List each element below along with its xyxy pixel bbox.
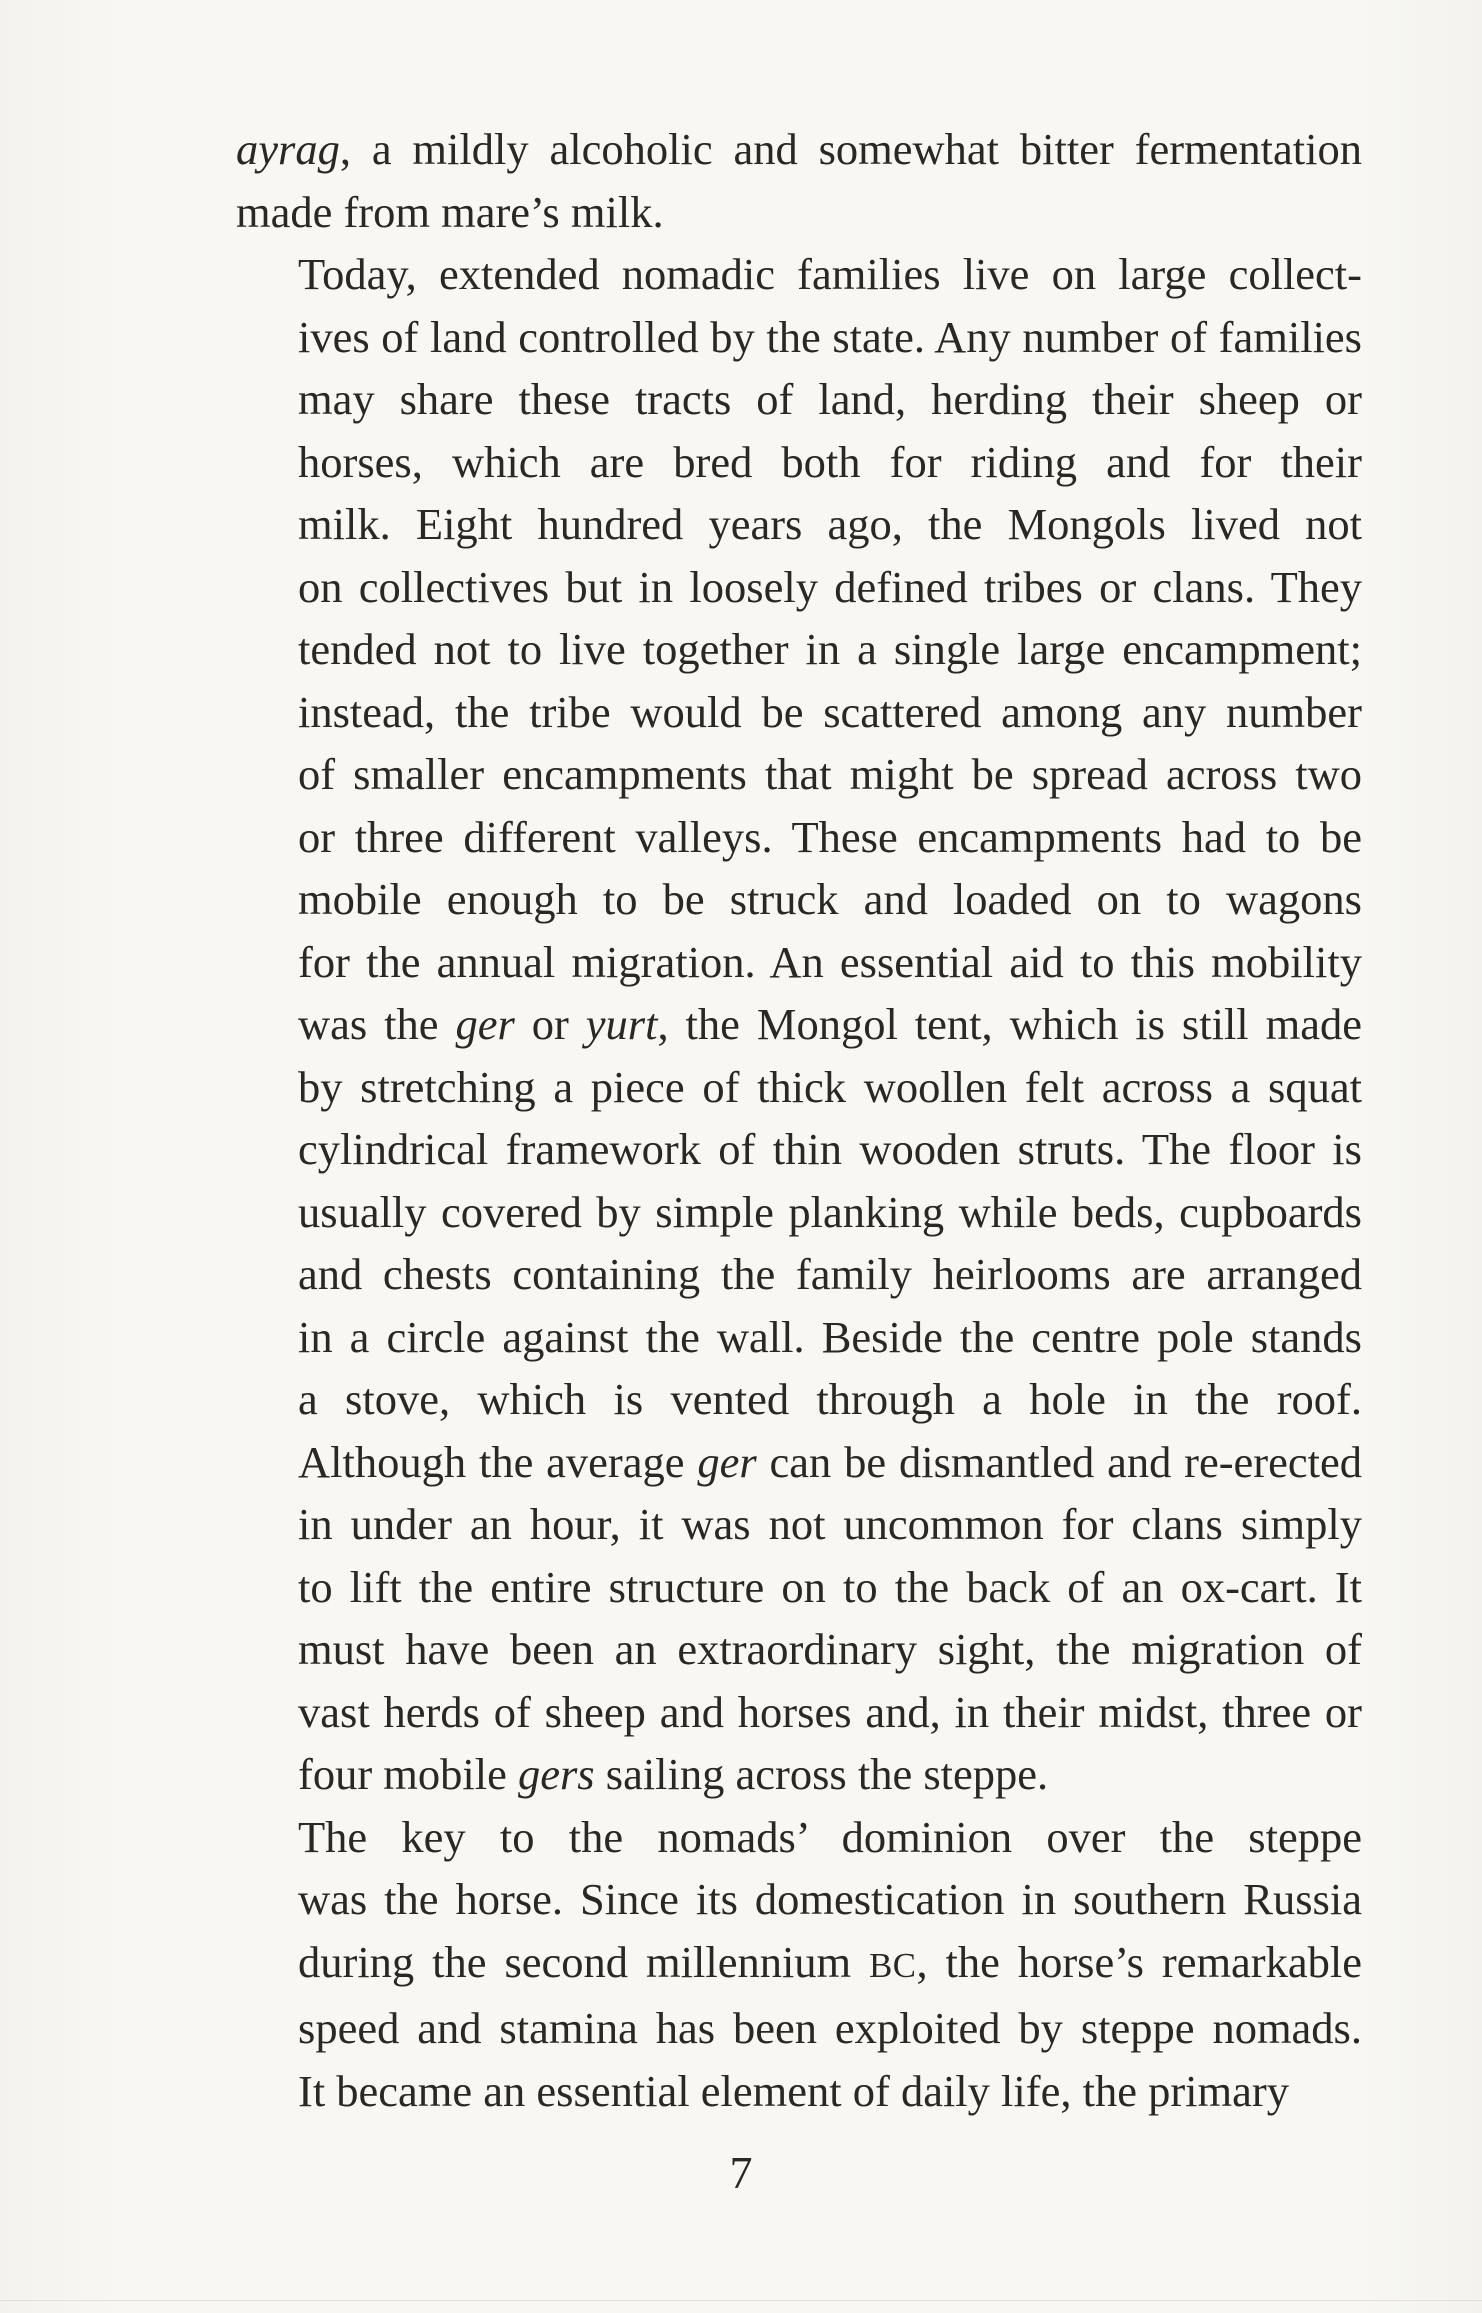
text-line (236, 1681, 1362, 1744)
text-segment: may share these tracts of land, herding their sheep or (298, 374, 1362, 424)
text-line (236, 1493, 1362, 1556)
text-segment: for the annual migration. An essential aid to this mobility (298, 936, 1362, 987)
text-segment: or (514, 999, 586, 1049)
text-line (236, 1431, 1362, 1494)
text-line (236, 868, 1362, 931)
text-segment: sailing across the steppe. (594, 1749, 1049, 1799)
text-line (236, 1306, 1362, 1369)
text-segment: horses, which are bred both for riding and for their (298, 436, 1362, 487)
text-line (236, 1931, 1362, 1998)
small-caps-text: BC (869, 1945, 917, 1985)
paragraph (236, 118, 1362, 243)
italic-term: ayrag (236, 124, 340, 174)
text-line (236, 1618, 1362, 1681)
text-segment: of smaller encampments that might be spread across two (298, 749, 1362, 799)
text-line (236, 993, 1362, 1056)
text-segment: to lift the entire structure on to the back of an ox-cart. It (298, 1561, 1362, 1612)
text-line (236, 1806, 1362, 1869)
text-line (236, 2060, 1362, 2123)
text-line (236, 243, 1362, 306)
text-segment: speed and stamina has been exploited by steppe nomads. (298, 2003, 1362, 2053)
italic-term: ger (455, 999, 515, 1049)
text-segment: a stove, which is vented through a hole in the roof. (298, 1374, 1362, 1424)
text-line (236, 1997, 1362, 2060)
italic-term: yurt (585, 999, 658, 1049)
text-segment: ives of land controlled by the state. Any number of families (298, 311, 1362, 362)
text-segment: made from mare’s milk. (236, 186, 664, 237)
text-segment: usually covered by simple planking while beds, cupboards (298, 1186, 1362, 1237)
text-segment: , a mildly alcoholic and somewhat bitter fermentation (339, 124, 1362, 174)
text-segment: The key to the nomads’ dominion over the steppe (298, 1811, 1362, 1862)
page-number: 7 (729, 2147, 753, 2198)
text-segment: Although the average (298, 1436, 698, 1487)
text-line (236, 743, 1362, 806)
text-line (236, 181, 1362, 244)
text-segment: tended not to live together in a single large encampment; (298, 624, 1362, 674)
text-line (236, 1056, 1362, 1119)
text-line (236, 556, 1362, 619)
text-segment: It became an essential element of daily life, the primary (298, 2065, 1289, 2116)
text-line (236, 1243, 1362, 1306)
text-segment: , the horse’s remarkable (916, 1936, 1362, 1987)
text-segment: in under an hour, it was not uncommon for clans simply (298, 1499, 1362, 1549)
text-segment: cylindrical framework of thin wooden struts. The floor is (298, 1124, 1362, 1174)
text-line (236, 493, 1362, 556)
body-text (236, 118, 1362, 2122)
text-segment: vast herds of sheep and horses and, in their midst, three or (298, 1686, 1362, 1737)
text-segment: was the horse. Since its domestication in southern Russia (298, 1874, 1362, 1924)
paragraph (236, 243, 1362, 1806)
italic-term: gers (517, 1749, 595, 1799)
text-line (236, 118, 1362, 181)
text-segment: was the (298, 999, 456, 1049)
text-segment: four mobile (298, 1749, 518, 1799)
text-segment: , the Mongol tent, which is still made (657, 999, 1362, 1049)
text-line (236, 431, 1362, 494)
text-segment: instead, the tribe would be scattered among any number (298, 686, 1362, 737)
text-line (236, 1181, 1362, 1244)
text-segment: milk. Eight hundred years ago, the Mongols lived not (298, 499, 1362, 549)
text-segment: must have been an extraordinary sight, the migration of (298, 1624, 1362, 1674)
text-line (236, 931, 1362, 994)
text-line (236, 1556, 1362, 1619)
paragraph (236, 1806, 1362, 2123)
page-edge-divider (0, 2300, 1482, 2301)
text-segment: by stretching a piece of thick woollen felt across a squat (298, 1061, 1362, 1112)
text-line (236, 1368, 1362, 1431)
text-segment: mobile enough to be struck and loaded on to wagons (298, 874, 1362, 924)
text-line (236, 1118, 1362, 1181)
text-segment: Today, extended nomadic families live on large collect- (298, 249, 1362, 299)
text-line (236, 681, 1362, 744)
text-line (236, 1743, 1362, 1806)
text-segment: in a circle against the wall. Beside the centre pole stands (298, 1311, 1362, 1362)
text-line (236, 618, 1362, 681)
text-segment: on collectives but in loosely defined tribes or clans. They (298, 561, 1362, 612)
text-segment: can be dismantled and re-erected (756, 1436, 1362, 1487)
text-line (236, 368, 1362, 431)
text-segment: during the second millennium (298, 1936, 870, 1987)
text-line (236, 806, 1362, 869)
text-segment: and chests containing the family heirlooms are arranged (298, 1249, 1362, 1299)
text-line (236, 306, 1362, 369)
text-line (236, 1868, 1362, 1931)
italic-term: ger (697, 1436, 757, 1487)
text-segment: or three different valleys. These encampments had to be (298, 811, 1362, 862)
